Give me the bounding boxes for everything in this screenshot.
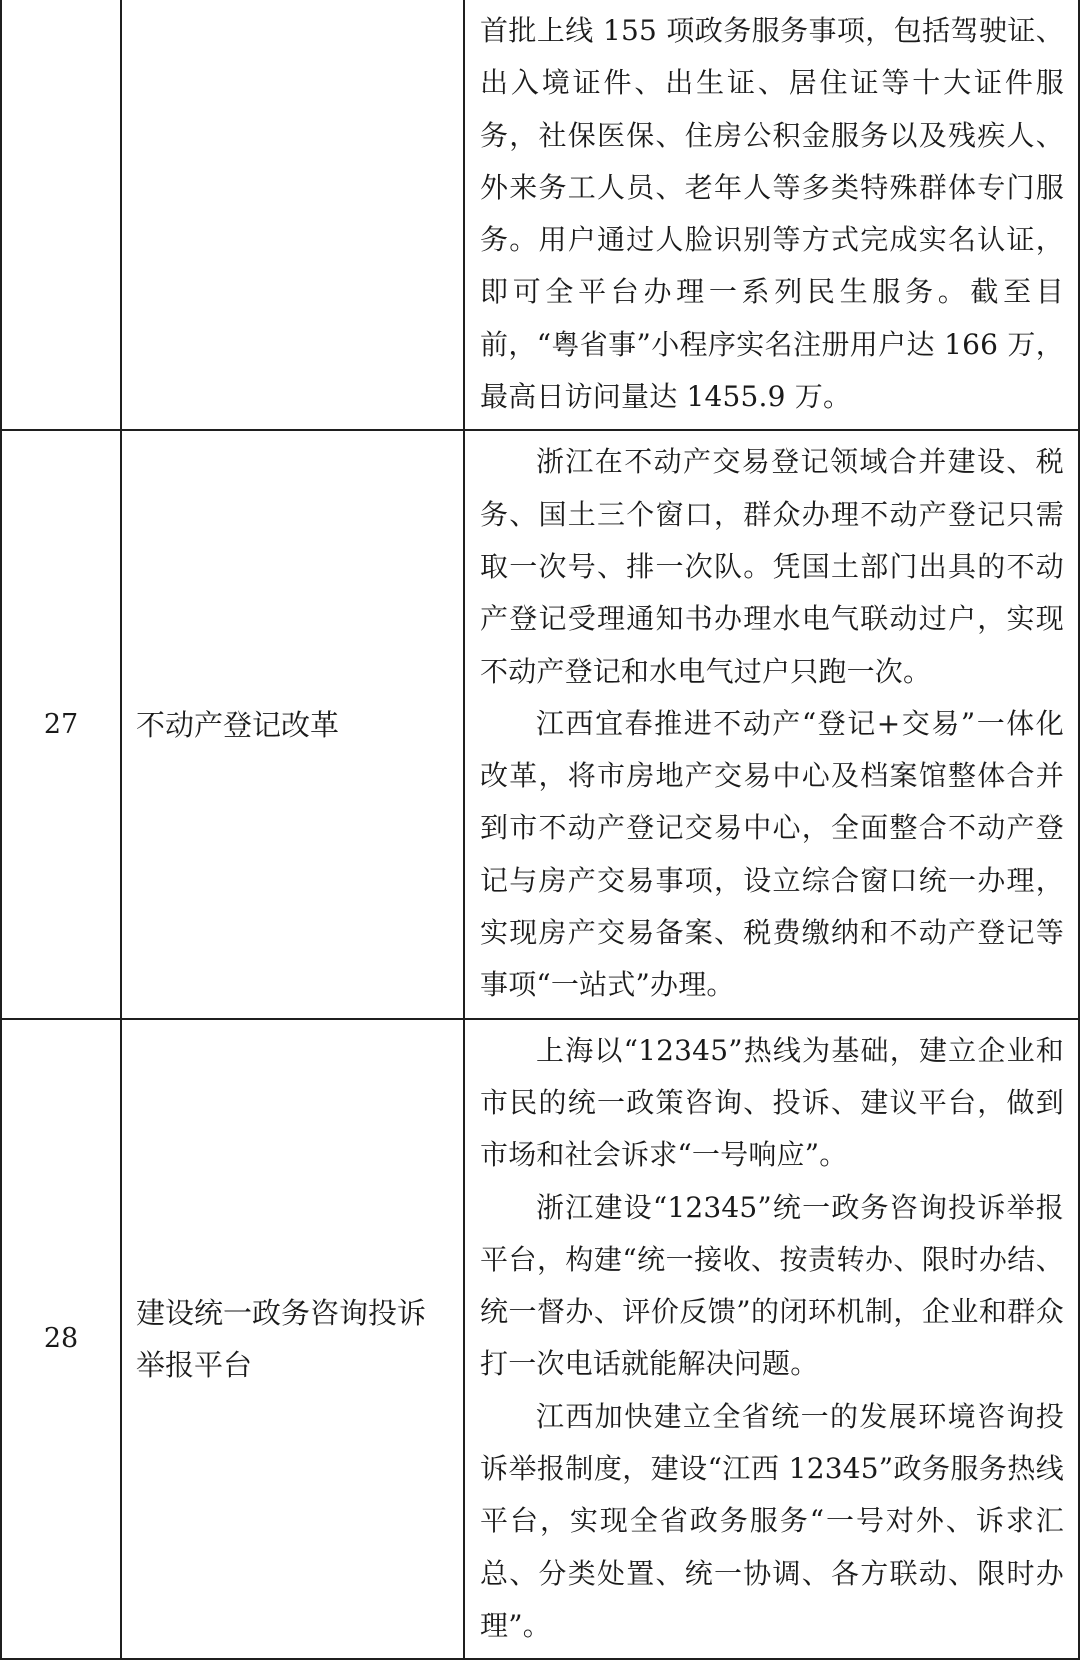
row-description-cell	[464, 0, 1079, 430]
table-row	[1, 430, 1079, 1018]
description-paragraph: 浙江建设“12345”统一政务咨询投诉举报平台，构建“统一接收、按责转办、限时办结、统一督办、评价反馈”的闭环机制，企业和群众打一次电话就能解决问题。	[480, 1190, 1064, 1381]
description-paragraph: 浙江在不动产交易登记领域合并建设、税务、国土三个窗口，群众办理不动产登记只需取一次号、排一次队。凭国土部门出具的不动产登记受理通知书办理水电气联动过户，实现不动产登记和水电气过户只跑一次。	[480, 445, 1064, 688]
row-description-cell	[464, 1019, 1079, 1660]
row-name-cell: 不动产登记改革	[121, 430, 464, 1018]
row-number-cell	[1, 0, 121, 430]
row-name-cell: 建设统一政务咨询投诉举报平台	[121, 1019, 464, 1660]
description-paragraph: 江西加快建立全省统一的发展环境咨询投诉举报制度，建设“江西 12345”政务服务热线平台，实现全省政务服务“一号对外、诉求汇总、分类处置、统一协调、各方联动、限时办理”。	[480, 1399, 1064, 1642]
description-paragraph: 江西宜春推进不动产“登记+交易”一体化改革，将市房地产交易中心及档案馆整体合并到市不动产登记交易中心，全面整合不动产登记与房产交易事项，设立综合窗口统一办理，实现房产交易备案、税费缴纳和不动产登记等事项“一站式”办理。	[480, 706, 1064, 1002]
row-name-cell	[121, 0, 464, 430]
row-number-cell: 27	[1, 430, 121, 1018]
description-paragraph: 首批上线 155 项政务服务事项，包括驾驶证、出入境证件、出生证、居住证等十大证件服务，社保医保、住房公积金服务以及残疾人、外来务工人员、老年人等多类特殊群体专门服务。用户通过人脸识别等方式完成实名认证，即可全平台办理一系列民生服务。截至目前，“粤省事”小程序实名注册用户达 166 万，最高日访问量达 1455.9 万。	[480, 14, 1064, 414]
row-number-cell: 28	[1, 1019, 121, 1660]
table-row	[1, 1019, 1079, 1660]
table-row	[1, 0, 1079, 430]
description-paragraph: 上海以“12345”热线为基础，建立企业和市民的统一政策咨询、投诉、建议平台，做到市场和社会诉求“一号响应”。	[480, 1033, 1064, 1172]
row-description-cell	[464, 430, 1079, 1018]
